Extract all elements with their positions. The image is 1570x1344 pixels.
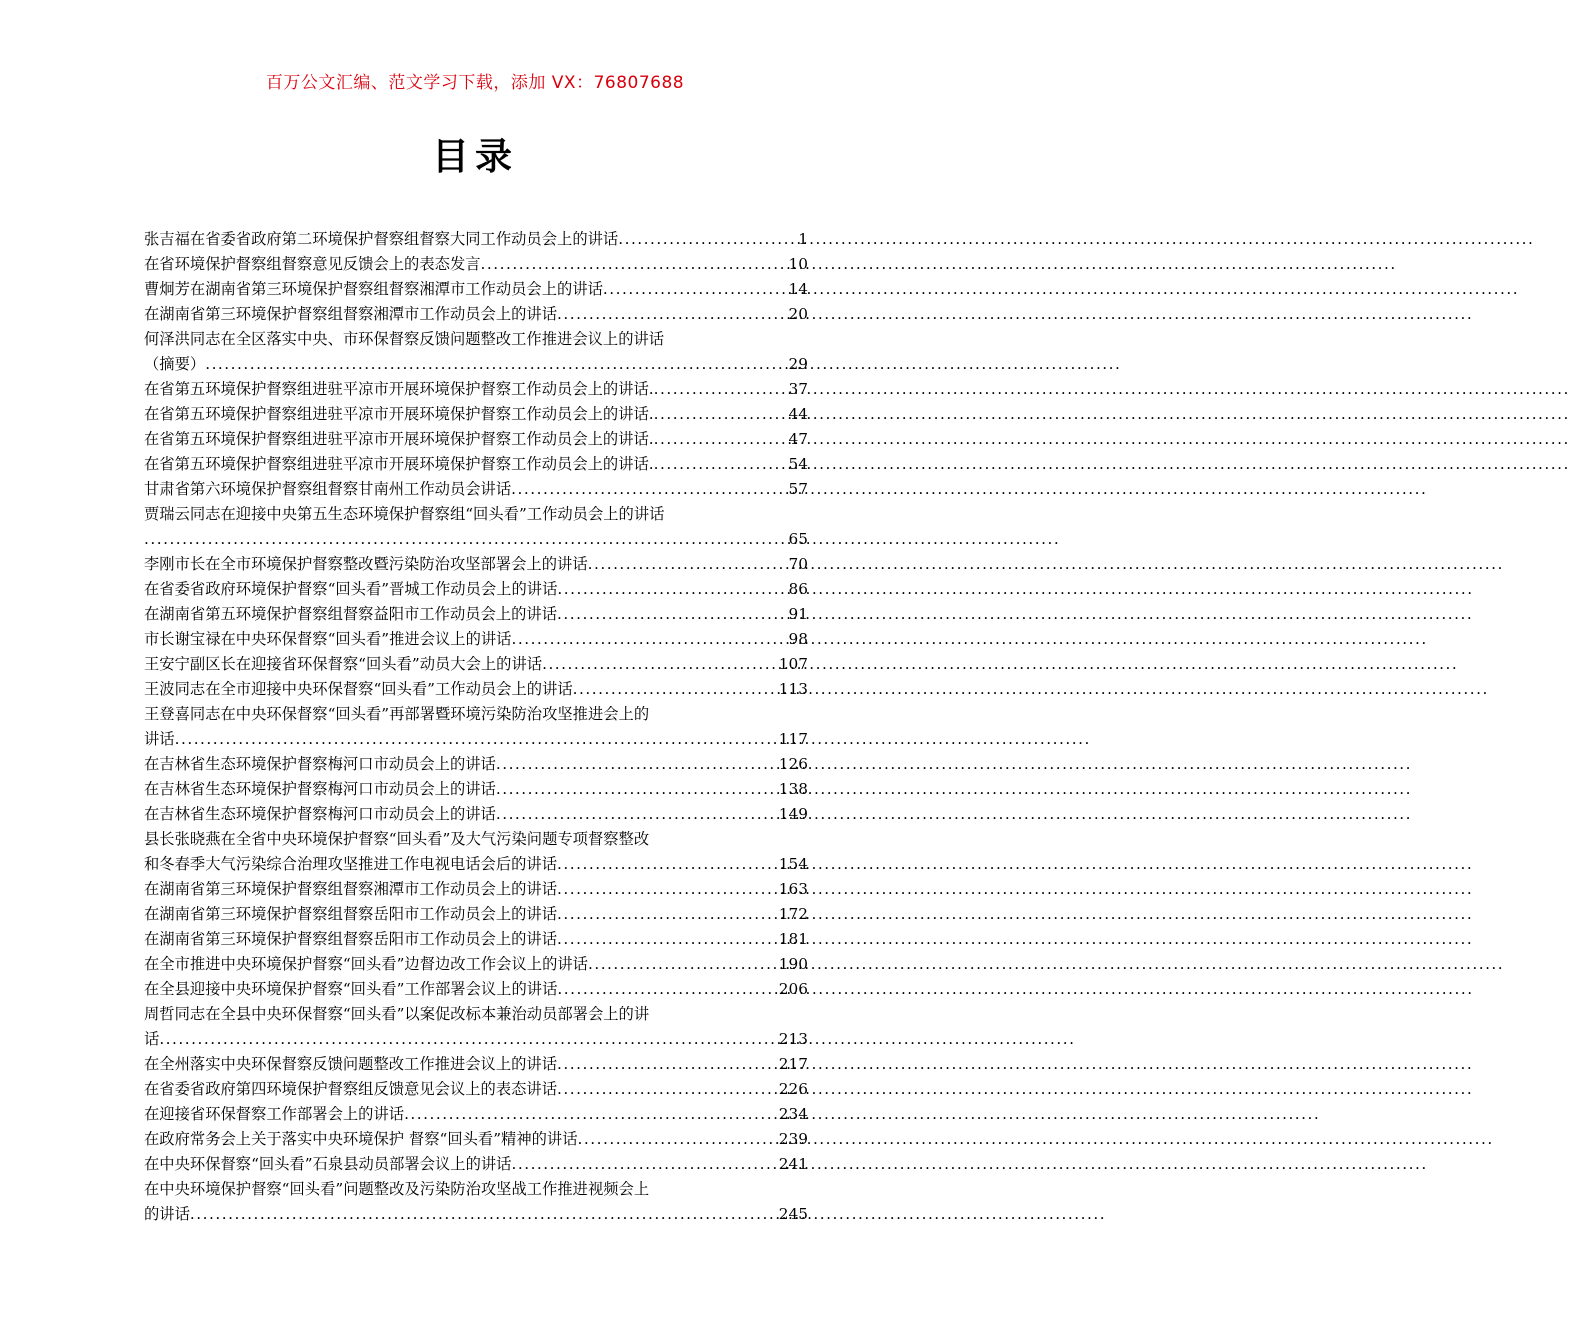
toc-leader-dots	[496, 752, 779, 777]
toc-leader-dots	[542, 652, 779, 677]
toc-leader-dots	[557, 602, 789, 627]
toc-entry[interactable]	[144, 577, 808, 602]
toc-leader-dots	[618, 227, 798, 252]
toc-leader-dots	[190, 1202, 779, 1227]
toc-leader-dots	[654, 377, 789, 402]
toc-entry-title: 话	[144, 1030, 160, 1048]
toc-entry-page-number: 217	[778, 1055, 808, 1073]
toc-entry-page-number: 37	[788, 380, 808, 398]
toc-entry-title: 在省第五环境保护督察组进驻平凉市开展环境保护督察工作动员会上的讲话.	[144, 405, 654, 423]
toc-entry-title: 在湖南省第三环境保护督察组督察湘潭市工作动员会上的讲话	[144, 880, 558, 898]
toc-entry[interactable]	[144, 977, 808, 1002]
toc-entry-title-line1: 何泽洪同志在全区落实中央、市环保督察反馈问题整改工作推进会议上的讲话	[144, 330, 665, 348]
toc-leader-dots	[144, 527, 789, 552]
toc-leader-dots	[511, 477, 788, 502]
toc-entry-page-number: 47	[788, 430, 808, 448]
toc-leader-dots	[654, 452, 789, 477]
toc-entry-title: 在湖南省第三环境保护督察组督察湘潭市工作动员会上的讲话	[144, 305, 558, 323]
toc-entry-title: 在湖南省第五环境保护督察组督察益阳市工作动员会上的讲话	[144, 605, 558, 623]
toc-entry-title: 的讲话	[144, 1205, 190, 1223]
toc-entry-page-number: 86	[788, 580, 808, 598]
toc-entry-title: 在吉林省生态环境保护督察梅河口市动员会上的讲话	[144, 780, 496, 798]
toc-entry-title: 在政府常务会上关于落实中央环境保护 督察“回头看”精神的讲话	[144, 1130, 578, 1148]
toc-entry-page-number: 239	[778, 1130, 808, 1148]
toc-entry[interactable]	[144, 652, 808, 677]
toc-entry-page-number: 234	[778, 1105, 808, 1123]
toc-entry-title: （摘要）	[144, 355, 206, 373]
toc-entry[interactable]	[144, 227, 808, 252]
toc-leader-dots	[511, 627, 788, 652]
toc-entry-title: 在省环境保护督察组督察意见反馈会上的表态发言	[144, 255, 481, 273]
toc-leader-dots	[573, 677, 779, 702]
toc-entry[interactable]	[144, 252, 808, 277]
toc-entry-title: 在省委省政府环境保护督察“回头看”晋城工作动员会上的讲话	[144, 580, 558, 598]
toc-leader-dots	[481, 252, 789, 277]
toc-entry[interactable]	[144, 1027, 808, 1052]
toc-leader-dots	[205, 352, 788, 377]
toc-entry-page-number: 241	[778, 1155, 808, 1173]
toc-entry-title-line1: 在中央环境保护督察“回头看”问题整改及污染防治攻坚战工作推进视频会上	[144, 1180, 650, 1198]
toc-entry-title-line1: 贾瑞云同志在迎接中央第五生态环境保护督察组“回头看”工作动员会上的讲话	[144, 505, 665, 523]
toc-leader-dots	[557, 1077, 779, 1102]
toc-entry-page-number: 149	[778, 805, 808, 823]
toc-leader-dots	[557, 902, 779, 927]
toc-entry-page-number: 14	[788, 280, 808, 298]
toc-entry-title: 在全市推进中央环境保护督察“回头看”边督边改工作会议上的讲话	[144, 955, 588, 973]
toc-entry[interactable]	[144, 902, 808, 927]
toc-entry-title: 和冬春季大气污染综合治理攻坚推进工作电视电话会后的讲话	[144, 855, 558, 873]
toc-entry[interactable]	[144, 952, 808, 977]
toc-entry-page-number: 10	[788, 255, 808, 273]
toc-leader-dots	[578, 1127, 779, 1152]
toc-entry-title: 在省第五环境保护督察组进驻平凉市开展环境保护督察工作动员会上的讲话.	[144, 380, 654, 398]
toc-entry-title: 在省委省政府第四环境保护督察组反馈意见会议上的表态讲话	[144, 1080, 558, 1098]
toc-entry[interactable]	[144, 852, 808, 877]
toc-leader-dots	[603, 277, 789, 302]
toc-entry[interactable]	[144, 1052, 808, 1077]
toc-entry[interactable]	[144, 402, 808, 427]
toc-entry[interactable]	[144, 527, 808, 552]
toc-entry[interactable]	[144, 627, 808, 652]
toc-entry[interactable]	[144, 802, 808, 827]
toc-entry-page-number: 138	[778, 780, 808, 798]
toc-leader-dots	[588, 952, 779, 977]
toc-entry-title-line1: 周哲同志在全县中央环保督察“回头看”以案促改标本兼治动员部署会上的讲	[144, 1005, 650, 1023]
toc-entry-title: 在吉林省生态环境保护督察梅河口市动员会上的讲话	[144, 805, 496, 823]
toc-entry[interactable]	[144, 927, 808, 952]
toc-entry-page-number: 113	[778, 680, 808, 698]
toc-entry-title: 曹炯芳在湖南省第三环境保护督察组督察湘潭市工作动员会上的讲话	[144, 280, 603, 298]
toc-entry-title: 市长谢宝禄在中央环保督察“回头看”推进会议上的讲话	[144, 630, 512, 648]
toc-entry-title-line1: 县长张晓燕在全省中央环境保护督察“回头看”及大气污染问题专项督察整改	[144, 830, 650, 848]
toc-leader-dots	[404, 1102, 779, 1127]
toc-leader-dots	[557, 577, 788, 602]
toc-entry[interactable]	[144, 302, 808, 327]
toc-entry-page-number: 91	[788, 605, 808, 623]
toc-entry[interactable]	[144, 1077, 808, 1102]
toc-leader-dots	[557, 927, 779, 952]
toc-leader-dots	[588, 552, 789, 577]
toc-leader-dots	[511, 1152, 778, 1177]
toc-entry-page-number: 226	[778, 1080, 808, 1098]
toc-entry[interactable]	[144, 1202, 808, 1227]
page-title: 目录	[432, 134, 518, 178]
toc-entry[interactable]	[144, 877, 808, 902]
toc-entry-page-number: 163	[778, 880, 808, 898]
toc-entry-page-number: 70	[788, 555, 808, 573]
toc-entry-title: 在湖南省第三环境保护督察组督察岳阳市工作动员会上的讲话	[144, 930, 558, 948]
toc-leader-dots	[557, 302, 789, 327]
toc-leader-dots	[557, 977, 778, 1002]
toc-leader-dots	[557, 877, 779, 902]
toc-entry[interactable]	[144, 777, 808, 802]
toc-entry-page-number: 98	[788, 630, 808, 648]
toc-entry[interactable]	[144, 1152, 808, 1177]
toc-entry-page-number: 190	[778, 955, 808, 973]
toc-entry[interactable]	[144, 552, 808, 577]
toc-leader-dots	[654, 402, 789, 427]
toc-entry-page-number: 206	[778, 980, 808, 998]
toc-entry-page-number: 172	[778, 905, 808, 923]
toc-entry-title: 王安宁副区长在迎接省环保督察“回头看”动员大会上的讲话	[144, 655, 543, 673]
toc-entry[interactable]	[144, 752, 808, 777]
toc-entry-title: 张吉福在省委省政府第二环境保护督察组督察大同工作动员会上的讲话	[144, 230, 619, 248]
toc-leader-dots	[557, 1052, 779, 1077]
toc-leader-dots	[557, 852, 779, 877]
toc-entry-page-number: 20	[788, 305, 808, 323]
toc-entry[interactable]	[144, 452, 808, 477]
toc-entry-title: 在吉林省生态环境保护督察梅河口市动员会上的讲话	[144, 755, 496, 773]
toc-entry-page-number: 181	[778, 930, 808, 948]
toc-entry-title: 李刚市长在全市环境保护督察整改暨污染防治攻坚部署会上的讲话	[144, 555, 588, 573]
toc-entry[interactable]	[144, 727, 808, 752]
toc-entry[interactable]	[144, 677, 808, 702]
toc-entry[interactable]	[144, 277, 808, 302]
toc-entry-page-number: 1	[798, 230, 808, 248]
toc-entry[interactable]	[144, 1102, 808, 1127]
toc-entry-title: 在省第五环境保护督察组进驻平凉市开展环境保护督察工作动员会上的讲话.	[144, 430, 654, 448]
header-contact-line: 百万公文汇编、范文学习下载，添加 VX：76807688	[265, 73, 685, 93]
toc-entry-page-number: 29	[788, 355, 808, 373]
toc-entry-title: 在中央环保督察“回头看”石泉县动员部署会议上的讲话	[144, 1155, 512, 1173]
toc-entry-title-line1: 王登喜同志在中央环保督察“回头看”再部署暨环境污染防治攻坚推进会上的	[144, 705, 650, 723]
toc-entry-page-number: 117	[778, 730, 808, 748]
toc-entry-title: 在省第五环境保护督察组进驻平凉市开展环境保护督察工作动员会上的讲话.	[144, 455, 654, 473]
toc-entry[interactable]	[144, 602, 808, 627]
toc-entry-title: 讲话	[144, 730, 175, 748]
toc-leader-dots	[496, 777, 779, 802]
toc-entry[interactable]	[144, 352, 808, 377]
toc-entry[interactable]	[144, 477, 808, 502]
toc-entry-page-number: 44	[788, 405, 808, 423]
toc-entry-page-number: 107	[778, 655, 808, 673]
toc-entry[interactable]	[144, 1127, 808, 1152]
toc-entry-title: 在迎接省环保督察工作部署会上的讲话	[144, 1105, 405, 1123]
toc-entry-title: 在全州落实中央环保督察反馈问题整改工作推进会议上的讲话	[144, 1055, 558, 1073]
toc-leader-dots	[654, 427, 789, 452]
toc-entry-title: 王波同志在全市迎接中央环保督察“回头看”工作动员会上的讲话	[144, 680, 573, 698]
toc-entry-page-number: 126	[778, 755, 808, 773]
toc-leader-dots	[496, 802, 779, 827]
table-of-contents	[144, 227, 808, 1227]
toc-entry-page-number: 213	[778, 1030, 808, 1048]
toc-entry-page-number: 57	[788, 480, 808, 498]
toc-entry[interactable]	[144, 427, 808, 452]
toc-leader-dots	[175, 727, 779, 752]
toc-entry-page-number: 154	[778, 855, 808, 873]
toc-leader-dots	[159, 1027, 778, 1052]
toc-entry-page-number: 245	[778, 1205, 808, 1223]
toc-entry-title: 在全县迎接中央环境保护督察“回头看”工作部署会议上的讲话	[144, 980, 558, 998]
toc-entry-page-number: 65	[788, 530, 808, 548]
toc-entry-title: 甘肃省第六环境保护督察组督察甘南州工作动员会讲话	[144, 480, 512, 498]
toc-entry[interactable]	[144, 377, 808, 402]
toc-entry-page-number: 54	[788, 455, 808, 473]
toc-entry-title: 在湖南省第三环境保护督察组督察岳阳市工作动员会上的讲话	[144, 905, 558, 923]
